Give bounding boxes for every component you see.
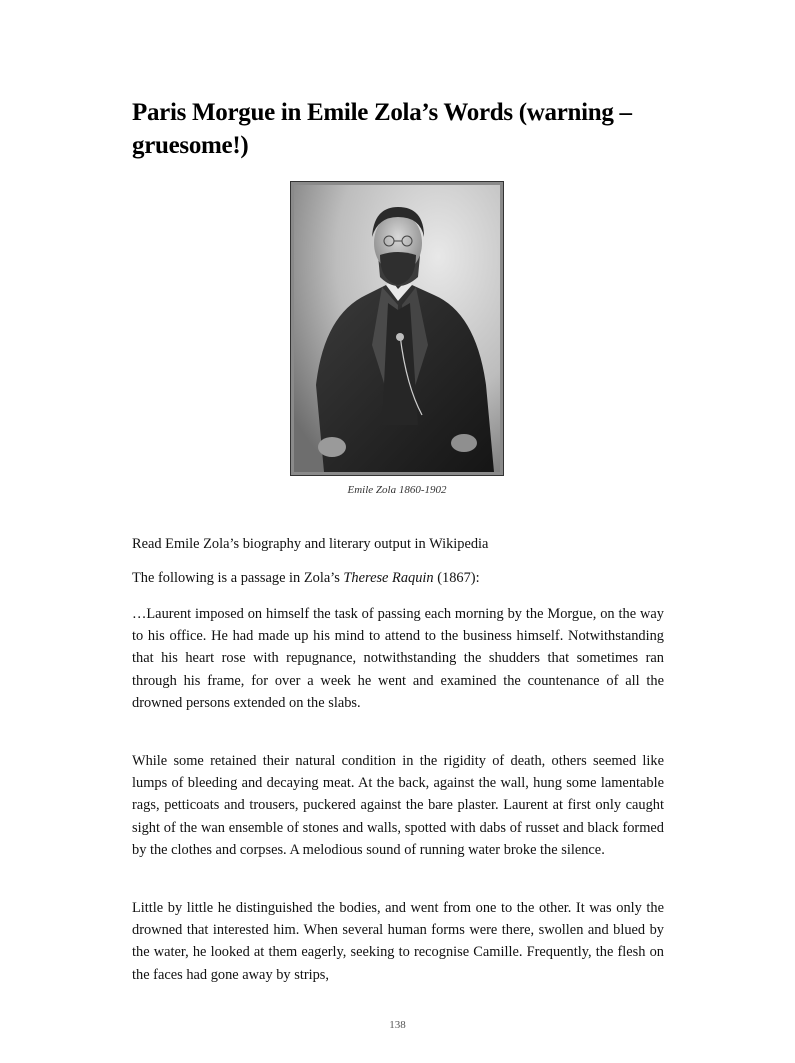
portrait-photo <box>291 182 503 475</box>
intro-prefix: The following is a passage in Zola’s <box>132 570 344 586</box>
wikipedia-link-line[interactable]: Read Emile Zola’s biography and literary output in Wikipedia <box>132 536 489 552</box>
book-title: Therese Raquin <box>343 570 434 586</box>
passage-paragraph: While some retained their natural condition in the rigidity of death, others seemed like lumps of bleeding and decaying meat. At the back, against the wall, hung some lamentable rags, petticoats and trousers, puckered against the bare plaster. Laurent at first only caught sight of the wan ensemble of stones and walls, spotted with dabs of russet and black formed by the clothes and corpses. A melodious sound of running water broke the silence. <box>132 753 664 858</box>
zola-portrait-image <box>294 185 500 472</box>
intro-suffix: (1867): <box>433 570 480 586</box>
passage-paragraph: Little by little he distinguished the bodies, and went from one to the other. It was only the drowned that interested him. When several human forms were there, swollen and blued by the water, he looked at them eagerly, seeking to recognise Camille. Frequently, the flesh on the faces had gone away by strips, <box>132 900 664 983</box>
passage-intro <box>132 567 664 589</box>
page-number: 138 <box>389 1019 406 1031</box>
passage-paragraph: …Laurent imposed on himself the task of passing each morning by the Morgue, on the way to his office. He had made up his mind to attend to the business himself. Notwithstanding that his heart rose with repugnance, notwithstanding the shudders that sometimes ran through his frame, for over a week he went and examined the countenance of all the drowned persons extended on the slabs. <box>132 606 664 711</box>
image-caption: Emile Zola 1860-1902 <box>347 484 447 496</box>
page-title: Paris Morgue in Emile Zola’s Words (warning – gruesome!) <box>132 99 632 159</box>
